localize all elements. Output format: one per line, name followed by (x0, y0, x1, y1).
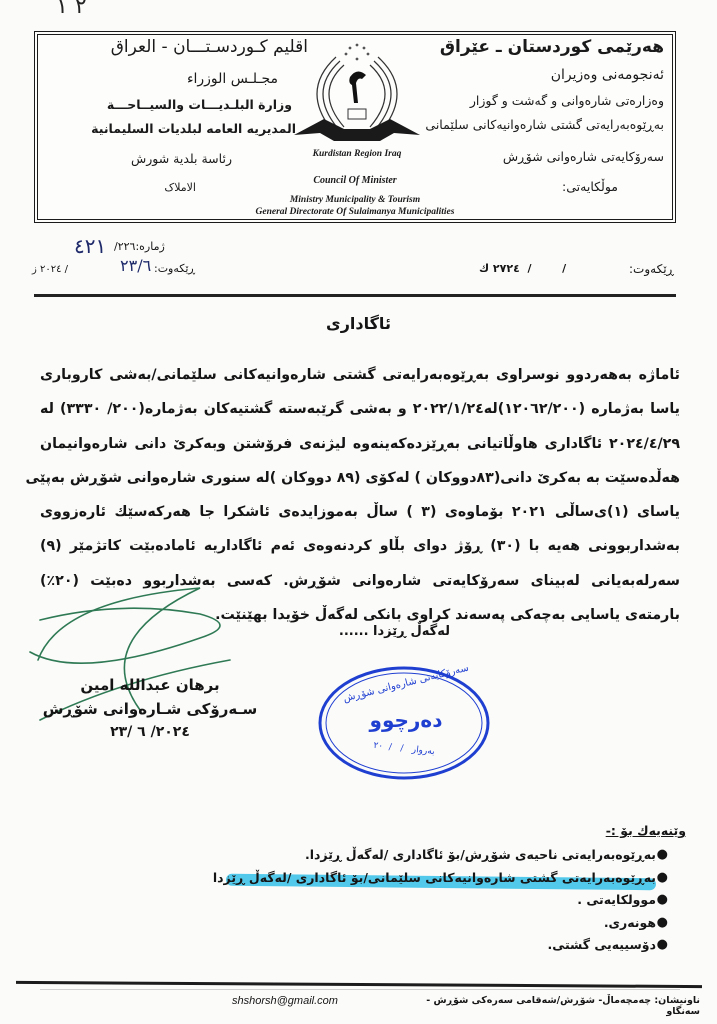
body-line: سەرلەبەیانی لەبینای سەرۆکایەتی شارەوانی شۆڕش. کەسی بەشداربوو دەبێت (٢٠٪) (40, 572, 680, 589)
right-date-value: / / ٢٧٢٤ ك (479, 262, 567, 275)
official-stamp (316, 664, 492, 782)
reference-date-printed: / ٢٠٢٤ ز (32, 264, 69, 275)
reference-divider (34, 294, 676, 297)
kurdish-directorate: بەڕێوەبەرایەتی گشتی شارەوانیەکانی سلێمانی (425, 117, 664, 132)
footer-divider (16, 981, 702, 988)
body-line: بەشداربوونی هەیە با (٣٠) ڕۆژ دوای بڵاو کردنەوەی ئەم ئاگاداریە ئامادەبێت کاتژمێر (٩) (40, 538, 680, 555)
kurdish-council: ئەنجومەنی وەزیران (550, 67, 664, 83)
body-line: یاسای (١)ی‌ساڵی ٢٠٢١ بۆماوەی (٣ ) ساڵ بەموزایدەی ئاشکرا جا هەرکەسێك ئارەزووی (40, 504, 680, 521)
arabic-presidency: رئاسة بلدية شورش (130, 151, 232, 166)
kurdish-department-label: موڵکایەتی: (562, 179, 618, 194)
kurdish-ministry: وەزارەتی شارەوانی و گەشت و گوزار (469, 93, 664, 108)
reference-number-label: ژمارە:٢٢٦/ (114, 240, 165, 253)
corner-handwritten-mark: ٢ ١ (56, 0, 87, 19)
reference-date-label: ڕێکەوت: (154, 262, 196, 275)
letterhead-kurdish (422, 35, 672, 219)
copies-list-item (260, 934, 690, 957)
signatory-title: سـەرۆکی شـارەوانی شۆڕش (42, 700, 258, 718)
copies-item-text: بەڕێوەبەرایەتی ناحیەی شۆڕش/بۆ ئاگاداری /لەگەڵ ڕێزدا. (304, 847, 656, 862)
arabic-region: اقليم كـوردسـتـــان - العراق (110, 37, 308, 57)
english-directorate: General Directorate Of Sulaimanya Municipalities (255, 207, 455, 217)
reference-date-handwritten: ٢٣/٦ (120, 256, 152, 275)
arabic-ministry: وزارة البلـديـــات والسيــاحـــة (106, 97, 292, 112)
english-region: Kurdistan Region Iraq (312, 149, 402, 159)
reference-row (34, 232, 676, 294)
copies-item-text: بەڕێوەبەرایەتی گشتی شارەوانیەکانی سلێمانی/بۆ ئاگاداری /لەگەڵ ڕێزدا (212, 869, 656, 885)
stamp-top-text: سەرۆکایەتی شارەوانی شۆڕش (342, 662, 470, 705)
arabic-council: مجـلـس الوزراء (186, 71, 278, 87)
copies-list-item (212, 867, 690, 890)
copies-list-item (260, 844, 690, 867)
kurdistan-emblem-icon (284, 37, 430, 167)
signature-date: ٢٠٢٤/ ٦ /٢٣ (110, 724, 190, 740)
kurdish-presidency: سەرۆکایەتی شارەوانی شۆڕش (502, 149, 664, 164)
copies-heading: وێنەیەك بۆ :- (605, 823, 686, 838)
copies-item-text: دۆسییەیی گشتی. (547, 937, 656, 953)
body-line: بارمتەی یاسایی بەچەکی پەسەند کراوی بانکی لەگەڵ خۆیدا بهێنێت. (215, 607, 680, 624)
signatory-name: برهان عبدالله امین (80, 676, 220, 694)
bullet-icon: ● (656, 847, 668, 862)
english-ministry: Ministry Municipality & Tourism (289, 195, 421, 205)
signature-block (40, 676, 260, 740)
body-line: ٢٠٢٤/٤/٢٩ ئاگاداری هاوڵاتیانی بەڕێزدەکەینەوە لیژنەی فرۆشتن وبەکرێ دانی شارەوانیمان (40, 435, 680, 452)
arabic-directorate: المديريه العامه لبلديات السليمانية (91, 121, 296, 136)
footer-email: shshorsh@gmail.com (232, 995, 338, 1007)
closing-regards: لەگەڵ ڕێزدا ...... (338, 624, 450, 639)
copies-item-text: موولکایەتی . (577, 892, 656, 908)
body-line: یاسا بەژمارە (١٢٠٦٢/٢٠٠)لە٢٠٢٢/١/٢٤ و بەشی گرێبەستە گشتیەکان بەژمارە(٢٠٠/ ٣٣٣٠) لە (40, 401, 680, 418)
arabic-department: الاملاک (164, 181, 196, 194)
letterhead-arabic (38, 35, 308, 219)
copies-list-item (260, 912, 690, 935)
footer-address: ناونیشان: چەمچەماڵ- شۆڕش/شەقامی سەرەکی شۆڕش - سەنگاو (426, 995, 700, 1017)
body-line: هەڵدەسێت بە بەکرێ دانی(٨٣دووکان ) لەکۆی (٨٩ دووکان )لە سنوری شارەوانی شۆڕش بەپێی (25, 469, 680, 486)
bullet-icon: ● (656, 937, 668, 953)
copies-list (212, 844, 690, 957)
body-line: ئاماژە بەهەردوو نوسراوی بەڕێوەبەرایەتی گشتی شارەوانیەکانی سلێمانی/بەشی کاروباری (40, 367, 680, 383)
document-title: ئاگاداری (326, 314, 391, 333)
copies-to (212, 823, 690, 957)
bullet-icon: ● (656, 892, 668, 908)
bullet-icon: ● (656, 914, 668, 930)
bullet-icon: ● (656, 869, 668, 885)
stamp-center-text: دەرچوو (369, 708, 443, 732)
english-council: Council Of Minister (313, 175, 397, 186)
reference-number-handwritten: ٤٢١ (74, 234, 107, 258)
copies-item-text: هونەری. (603, 914, 656, 930)
letterhead (34, 31, 676, 223)
right-date-label: ڕێکەوت: (629, 262, 674, 276)
stamp-bottom-text: بەروار / / ٢٠ (372, 740, 436, 758)
kurdish-region: هەرێمی کوردستان ـ عێراق (439, 37, 664, 57)
footer-divider-thin (40, 989, 680, 990)
copies-list-item (260, 889, 690, 912)
